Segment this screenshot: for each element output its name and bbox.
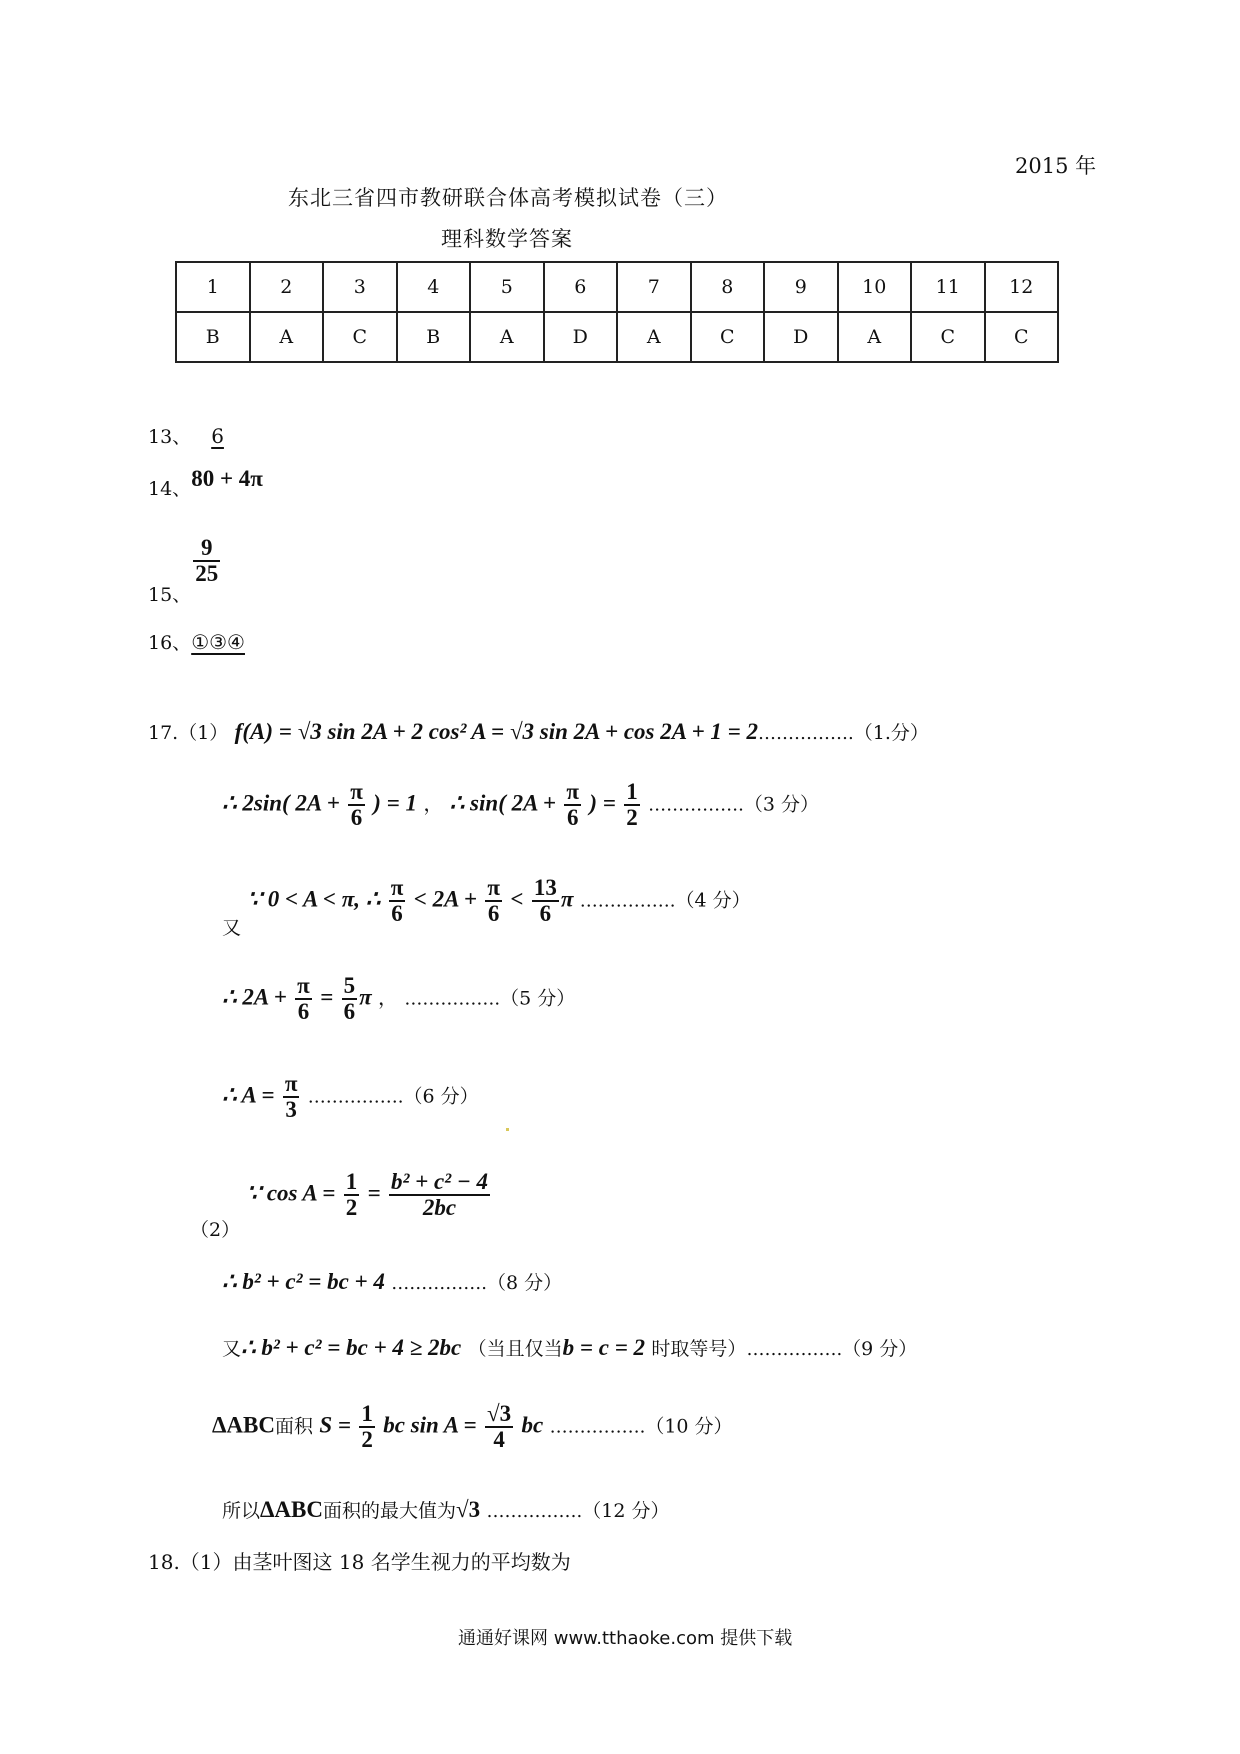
triangle-abc: ΔABC: [212, 1412, 275, 1438]
q17-line-2: [222, 780, 819, 830]
score: （1.分）: [853, 722, 929, 744]
formula-part: ∴ 2A +: [222, 984, 287, 1010]
formula-part: ∴ b² + c² = bc + 4 ≥ 2bc: [241, 1335, 462, 1360]
q16-row: [148, 628, 245, 655]
answer-table: [175, 261, 1059, 363]
dots: …………….: [648, 794, 744, 816]
fraction-pi-over-6: [295, 974, 312, 1024]
dots: …………….: [549, 1416, 646, 1438]
q16-label: 16、: [148, 632, 192, 654]
q17-line-5: [222, 1072, 479, 1122]
denominator: 2: [345, 1195, 358, 1221]
q14-answer: 80 + 4π: [191, 466, 263, 491]
paren-text: 时取等号）: [651, 1338, 747, 1360]
numerator: π: [295, 974, 312, 1000]
denominator: 2: [361, 1427, 373, 1453]
formula-part: ∴ b² + c² = bc + 4: [222, 1269, 385, 1294]
paren-text: （当且仅当: [467, 1338, 563, 1360]
numerator: 5: [342, 974, 358, 1000]
fraction-pi-over-6: [389, 876, 406, 926]
answer-table-numbers-row: [176, 262, 1058, 312]
q18-line: 18.（1）由茎叶图这 18 名学生视力的平均数为: [148, 1550, 571, 1574]
answer-letter-cell: A: [250, 312, 324, 362]
answer-letter-cell: C: [323, 312, 397, 362]
fraction-sqrt3-over-4: [485, 1402, 513, 1452]
fraction-one-half: [344, 1170, 360, 1220]
fraction-cosine-law: [389, 1170, 490, 1220]
q17-label: 17.（1）: [148, 722, 229, 744]
text-part: 所以: [222, 1500, 261, 1522]
formula-part: ∴ A =: [222, 1082, 275, 1108]
q14-row: [148, 466, 263, 501]
text-part: 面积的最大值为: [323, 1500, 457, 1522]
formula-part: bc: [521, 1412, 544, 1438]
numerator: 1: [624, 780, 640, 806]
q14-label: 14、: [148, 478, 192, 500]
exam-subtitle: 理科数学答案: [441, 227, 573, 251]
formula-part: S =: [319, 1412, 352, 1438]
formula-part: ) = 1: [373, 790, 417, 816]
q13-row: [148, 422, 230, 449]
q17-line-9: [212, 1402, 733, 1452]
answer-number-cell: 10: [838, 262, 912, 312]
q17-line-1: [148, 718, 929, 745]
answer-number-cell: 4: [397, 262, 471, 312]
you-label: 又: [222, 1338, 242, 1360]
answer-letter-cell: C: [691, 312, 765, 362]
answer-number-cell: 7: [617, 262, 691, 312]
part-2-label: （2）: [190, 1219, 241, 1242]
q17-line-3: [222, 875, 751, 940]
answer-number-cell: 3: [323, 262, 397, 312]
q17-formula-1: f(A) = √3 sin 2A + 2 cos² A = √3 sin 2A + cos 2A + 1 = 2: [234, 719, 759, 744]
footer-credit: 通通好课网 www.tthaoke.com 提供下载: [458, 1628, 793, 1649]
fraction-pi-over-3: [283, 1072, 300, 1122]
exam-title: 东北三省四市教研联合体高考模拟试卷（三）: [288, 186, 728, 210]
numerator: √3: [485, 1402, 513, 1428]
stray-dot: [506, 1128, 509, 1131]
you-label: 又: [222, 917, 242, 940]
score: （9 分）: [842, 1338, 918, 1360]
numerator: π: [348, 780, 365, 806]
formula-part: ∵ 0 < A < π, ∴: [247, 886, 381, 912]
pi-symbol: π: [560, 886, 574, 912]
dots: …………….: [579, 890, 676, 912]
numerator: b² + c² − 4: [389, 1170, 490, 1196]
score: （8 分）: [487, 1272, 563, 1294]
pi-symbol: π: [359, 984, 372, 1010]
score: （4 分）: [675, 889, 751, 912]
separator: ，: [378, 985, 399, 1010]
formula-part: =: [367, 1180, 381, 1206]
fraction-13-over-6: [532, 876, 559, 926]
q15-denominator: 25: [195, 561, 219, 587]
denominator: 6: [566, 805, 579, 831]
q17-line-10: [222, 1496, 669, 1523]
formula-part: ∴ sin( 2A +: [449, 790, 557, 816]
dots: …………….: [758, 723, 854, 744]
denominator: 6: [539, 901, 552, 927]
q15-numerator: 9: [193, 536, 220, 562]
denominator: 2: [626, 805, 638, 831]
year: 2015 年: [1015, 154, 1097, 178]
numerator: 1: [359, 1402, 375, 1428]
fraction-pi-over-6: [485, 876, 502, 926]
dots: …………….: [404, 988, 501, 1010]
denominator: 6: [391, 901, 403, 927]
dots: …………….: [486, 1501, 583, 1522]
q17-line-8: [222, 1334, 917, 1361]
formula-part: ) =: [589, 790, 616, 816]
q17-line-7: [222, 1268, 562, 1295]
denominator: 6: [343, 999, 356, 1025]
answer-letter-cell: A: [470, 312, 544, 362]
numerator: π: [389, 876, 406, 902]
q15-label: 15、: [148, 584, 192, 606]
formula-part: ∵ cos A =: [246, 1180, 336, 1206]
formula-part: <: [510, 886, 524, 912]
answer-letter-cell: C: [985, 312, 1059, 362]
answer-table-answers-row: [176, 312, 1058, 362]
formula-part: bc sin A =: [383, 1412, 477, 1438]
dots: …………….: [746, 1339, 843, 1360]
sqrt3-value: √3: [456, 1497, 481, 1522]
formula-part: b = c = 2: [562, 1335, 646, 1360]
score: （6 分）: [403, 1085, 479, 1108]
denominator: 4: [493, 1427, 505, 1453]
denominator: 6: [487, 901, 500, 927]
denominator: 2bc: [422, 1195, 457, 1221]
answer-letter-cell: A: [838, 312, 912, 362]
dots: …………….: [307, 1086, 404, 1108]
numerator: π: [283, 1072, 300, 1098]
numerator: π: [564, 780, 581, 806]
triangle-abc: ΔABC: [260, 1497, 323, 1522]
formula-part: < 2A +: [413, 886, 478, 912]
denominator: 6: [350, 805, 363, 831]
fraction-pi-over-6: [348, 780, 365, 830]
score: （12 分）: [582, 1500, 670, 1522]
answer-number-cell: 8: [691, 262, 765, 312]
fraction-5-over-6: [342, 974, 358, 1024]
formula-part: =: [320, 984, 334, 1010]
area-label: 面积: [274, 1415, 313, 1438]
q16-answer: ①③④: [191, 630, 245, 654]
fraction-one-half: [359, 1402, 375, 1452]
answer-letter-cell: C: [911, 312, 985, 362]
answer-letter-cell: D: [544, 312, 618, 362]
answer-letter-cell: A: [617, 312, 691, 362]
answer-letter-cell: B: [397, 312, 471, 362]
answer-number-cell: 6: [544, 262, 618, 312]
answer-number-cell: 5: [470, 262, 544, 312]
q15-row: [148, 536, 222, 607]
score: （10 分）: [645, 1415, 733, 1438]
q17-line-6: [190, 1169, 492, 1242]
answer-number-cell: 1: [176, 262, 250, 312]
denominator: 6: [297, 999, 310, 1025]
dots: …………….: [391, 1273, 488, 1294]
q13-answer: 6: [211, 424, 224, 448]
answer-letter-cell: B: [176, 312, 250, 362]
q13-label: 13、: [148, 426, 192, 448]
fraction-one-half: [624, 780, 640, 830]
answer-number-cell: 2: [250, 262, 324, 312]
q17-line-4: [222, 974, 575, 1024]
formula-part: ∴ 2sin( 2A +: [222, 790, 340, 816]
answer-number-cell: 9: [764, 262, 838, 312]
separator: ，: [423, 791, 444, 816]
score: （3 分）: [743, 793, 819, 816]
fraction-pi-over-6: [564, 780, 581, 830]
answer-letter-cell: D: [764, 312, 838, 362]
q15-fraction: [193, 536, 220, 586]
answer-number-cell: 11: [911, 262, 985, 312]
denominator: 3: [285, 1097, 297, 1123]
answer-number-cell: 12: [985, 262, 1059, 312]
numerator: 13: [532, 876, 559, 902]
numerator: 1: [344, 1170, 360, 1196]
score: （5 分）: [500, 987, 576, 1010]
numerator: π: [485, 876, 502, 902]
